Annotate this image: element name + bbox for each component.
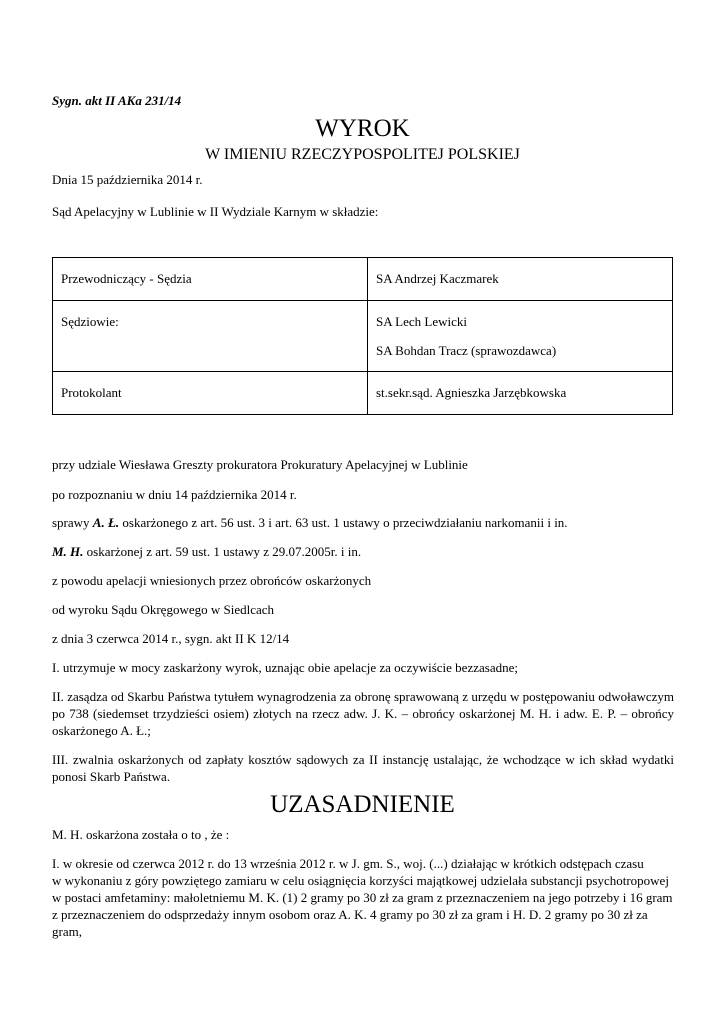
role-cell: Protokolant [53,372,368,415]
defendant-name: A. Ł. [92,515,120,530]
lower-court-line: od wyroku Sądu Okręgowego w Siedlcach [52,602,275,617]
clerk-name: st.sekr.sąd. Agnieszka Jarzębkowska [376,385,567,400]
charge-text: oskarżonej z art. 59 ust. 1 ustawy z 29.07.2005r. i in. [83,544,362,559]
ruling-point-1: I. utrzymuje w mocy zaskarżony wyrok, uznając obie apelacje za oczywiście bezzasadne; [52,660,518,675]
judge-name: SA Lech Lewicki [376,314,467,329]
ruling-point-2: II. zasądza od Skarbu Państwa tytułem wynagrodzenia za obronę sprawowaną z urzędu w postępowaniu odwoławczym po 738 (siedemset trzydzieści osiem) złotych na rzecz adw. J. K. – obrońcy oskarżonej M. H. i adw. E. P. – obrońcy oskarżonego A. Ł.; [52,689,674,738]
composition-table [52,257,673,415]
table-row [53,372,673,415]
judgment-date: Dnia 15 października 2014 r. [52,172,203,187]
judge-name: SA Andrzej Kaczmarek [376,271,499,286]
document-title: WYROK [315,115,410,142]
case-defendant-1 [52,514,674,531]
court-composition-intro: Sąd Apelacyjny w Lublinie w II Wydziale Karnym w składzie: [52,204,379,219]
case-defendant-2 [52,543,674,560]
case-prefix: sprawy [52,515,93,530]
defendant-name: M. H. [52,544,84,559]
appeal-reason-line: z powodu apelacji wniesionych przez obrońców oskarżonych [52,573,372,588]
prosecutor-line: przy udziale Wiesława Greszty prokuratora Prokuratury Apelacyjnej w Lublinie [52,457,468,472]
names-cell [368,372,673,415]
charge-point-1-line: w postaci amfetaminy: małoletniemu M. K. (1) 2 gramy po 30 zł za gram z przeznaczeniem na jego potrzeby i 16 gram [52,890,673,905]
names-cell [368,258,673,301]
hearing-date-line: po rozpoznaniu w dniu 14 października 2014 r. [52,487,297,502]
justification-intro: M. H. oskarżona została o to , że : [52,827,230,842]
table-row [53,258,673,301]
charge-text: oskarżonego z art. 56 ust. 3 i art. 63 ust. 1 ustawy o przeciwdziałaniu narkomanii i in. [119,515,568,530]
role-cell: Sędziowie: [53,301,368,372]
names-cell [368,301,673,372]
lower-court-date-line: z dnia 3 czerwca 2014 r., sygn. akt II K 12/14 [52,631,290,646]
judge-name: SA Bohdan Tracz (sprawozdawca) [376,343,557,358]
charge-point-1-line: w wykonaniu z góry powziętego zamiaru w celu osiągnięcia korzyści majątkowej udzielała substancji psychotropowej [52,873,669,888]
ruling-point-3: III. zwalnia oskarżonych od zapłaty kosztów sądowych za II instancję ustalając, że wchodzące w ich skład wydatki ponosi Skarb Państwa. [52,752,674,784]
case-signature: Sygn. akt II AKa 231/14 [52,93,182,108]
document-subtitle: W IMIENIU RZECZYPOSPOLITEJ POLSKIEJ [205,146,520,163]
table-row [53,301,673,372]
justification-heading: UZASADNIENIE [270,791,455,818]
charge-point-1-line: I. w okresie od czerwca 2012 r. do 13 września 2012 r. w J. gm. S., woj. (...) działając w krótkich odstępach czasu [52,856,644,871]
charge-point-1-line: z przeznaczeniem do odsprzedaży innym osobom oraz A. K. 4 gramy po 30 zł za gram i H. D. 2 gramy po 30 zł za gram, [52,907,648,939]
role-cell: Przewodniczący - Sędzia [53,258,368,301]
